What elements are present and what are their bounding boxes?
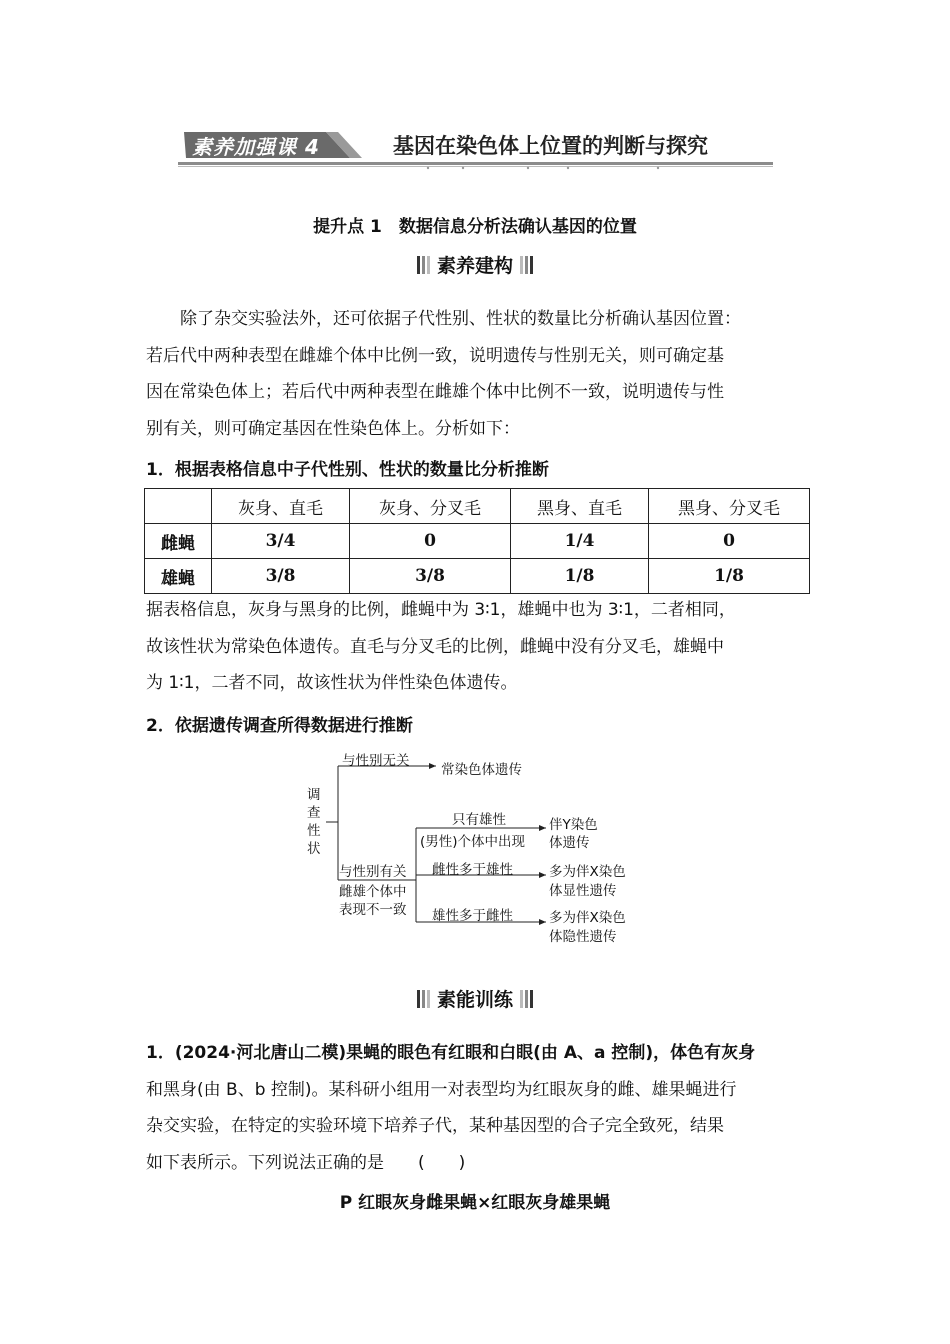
label-x-dominant: 体显性遗传 [549, 883, 617, 899]
table-cell: 3/8 [212, 559, 350, 594]
question-line: 和黑身(由 B、b 控制)。某科研小组用一对表型均为红眼灰身的雌、雄果蝇进行 [146, 1079, 737, 1100]
table-header-cell: 黑身、直毛 [511, 489, 649, 524]
label-male-more: 雄性多于雌性 [432, 908, 513, 924]
label-female-more: 雌性多于雄性 [432, 862, 513, 878]
table-row [145, 559, 810, 594]
row-label: 雄蝇 [145, 559, 212, 594]
root-char: 状 [307, 841, 321, 857]
analysis-paragraph [146, 592, 814, 702]
analysis-line: 故该性状为常染色体遗传。直毛与分叉毛的比例，雌蝇中没有分叉毛，雄蝇中 [146, 636, 724, 657]
question-line: 如下表所示。下列说法正确的是 ( ) [146, 1152, 466, 1173]
label-x-recessive: 体隐性遗传 [549, 929, 617, 945]
analysis-line: 据表格信息，灰身与黑身的比例，雌蝇中为 3∶1，雄蝇中也为 3∶1，二者相同， [146, 600, 736, 620]
label-related: 与性别有关 [339, 864, 407, 880]
intro-line: 除了杂交实验法外，还可依据子代性别、性状的数量比分析确认基因位置： [180, 309, 741, 329]
banner-title: 基因在染色体上位置的判断与探究 [393, 133, 708, 158]
table-header-cell: 黑身、分叉毛 [649, 489, 810, 524]
section-tag-training [0, 985, 950, 1012]
table-cell: 1/8 [649, 559, 810, 594]
question-line: 1．(2024·河北唐山二模)果蝇的眼色有红眼和白眼(由 A、a 控制)，体色有灰身 [146, 1043, 756, 1063]
heading-survey-analysis: 2．依据遗传调查所得数据进行推断 [146, 716, 413, 736]
label-male-only: 只有雄性 [452, 812, 506, 828]
heading-table-analysis: 1．根据表格信息中子代性别、性状的数量比分析推断 [146, 460, 549, 480]
root-char: 查 [307, 805, 321, 821]
section-bars-icon [417, 256, 431, 274]
intro-line: 若后代中两种表型在雌雄个体中比例一致，说明遗传与性别无关，则可确定基 [146, 345, 724, 366]
question-paragraph [146, 1035, 814, 1181]
table-header-cell: 灰身、直毛 [212, 489, 350, 524]
label-x-recessive: 多为伴X染色 [549, 910, 626, 926]
table-header-row [145, 489, 810, 524]
intro-line: 因在常染色体上；若后代中两种表型在雌雄个体中比例不一致，说明遗传与性 [146, 382, 724, 402]
label-y-linked: 体遗传 [549, 835, 590, 851]
table-header-cell [145, 489, 212, 524]
root-char: 调 [307, 787, 321, 803]
table-row [145, 524, 810, 559]
row-label: 雌蝇 [145, 524, 212, 559]
label-y-linked: 伴Y染色 [549, 817, 598, 833]
label-male-only: (男性)个体中出现 [420, 834, 526, 850]
intro-line: 别有关，则可确定基因在性染色体上。分析如下： [146, 418, 520, 439]
root-char: 性 [307, 823, 321, 839]
section-bars-icon [519, 256, 533, 274]
table-cell: 3/8 [350, 559, 511, 594]
analysis-line: 为 1∶1，二者不同，故该性状为伴性染色体遗传。 [146, 673, 518, 693]
question-line: 杂交实验，在特定的实验环境下培养子代，某种基因型的合子完全致死，结果 [146, 1116, 724, 1136]
label-related: 雌雄个体中 [339, 884, 407, 900]
label-related: 表现不一致 [339, 902, 407, 918]
section-title: 素能训练 [436, 989, 513, 1011]
intro-paragraph [146, 301, 814, 447]
data-table [144, 488, 810, 594]
banner-tag: 素养加强课 4 [192, 135, 320, 159]
section-bars-icon [417, 990, 431, 1008]
cross-line: P 红眼灰身雌果蝇×红眼灰身雄果蝇 [339, 1193, 611, 1213]
label-unrelated: 与性别无关 [342, 753, 410, 769]
table-cell: 0 [350, 524, 511, 559]
diagram-root [307, 786, 323, 858]
section-bars-icon [519, 990, 533, 1008]
table-header-cell: 灰身、分叉毛 [350, 489, 511, 524]
label-autosomal: 常染色体遗传 [441, 762, 522, 778]
table-cell: 3/4 [212, 524, 350, 559]
section-title: 素养建构 [436, 255, 513, 277]
label-x-dominant: 多为伴X染色 [549, 864, 626, 880]
table-cell: 1/8 [511, 559, 649, 594]
table-cell: 1/4 [511, 524, 649, 559]
subheading: 提升点 1 数据信息分析法确认基因的位置 [313, 217, 637, 237]
section-tag-construct [0, 251, 950, 278]
table-cell: 0 [649, 524, 810, 559]
